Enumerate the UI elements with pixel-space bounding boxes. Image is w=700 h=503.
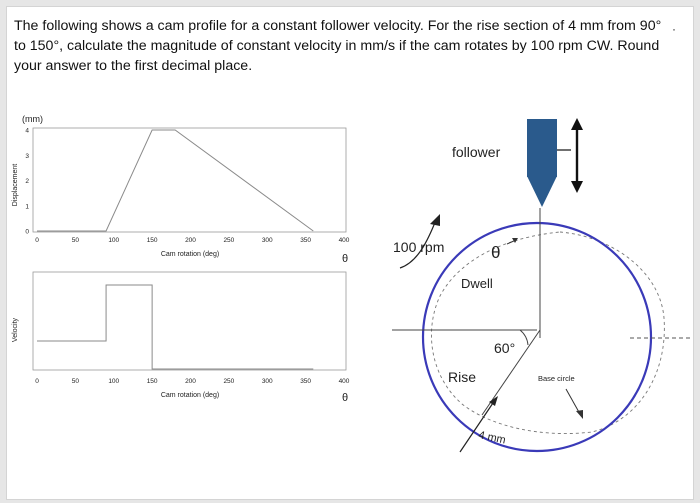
- theta-label: θ: [491, 243, 501, 262]
- displacement-y-tick: 2: [25, 178, 29, 185]
- displacement-x-tick: 300: [261, 237, 273, 244]
- question-text: The following shows a cam profile for a constant follower velocity. For the rise section of 4 mm from 90° to 150°, calculate the magnitude of constant velocity in mm/s if the cam rotates by 100 rpm CW. Round your answer to the first decimal place.: [14, 18, 662, 74]
- velocity-series-line: [37, 285, 313, 369]
- displacement-x-tick: 150: [146, 237, 158, 244]
- velocity-x-tick: 300: [261, 378, 273, 385]
- rotation-arrow-icon: [430, 214, 440, 226]
- velocity-ylabel: Velocity: [12, 317, 19, 343]
- displacement-x-tick: 350: [300, 237, 312, 244]
- velocity-x-tick: 200: [185, 378, 196, 385]
- displacement-chart: [12, 114, 350, 265]
- follower-down-arrow-icon: [571, 181, 583, 193]
- stray-mark: ·: [672, 22, 676, 36]
- displacement-series-line: [37, 130, 313, 231]
- base-circle: [423, 223, 651, 451]
- displacement-y-tick: 4: [25, 127, 29, 135]
- velocity-x-ticks: [35, 378, 350, 385]
- follower-label: follower: [452, 144, 501, 160]
- displacement-xlabel: Cam rotation (deg): [160, 251, 220, 258]
- displacement-unit-label: (mm): [22, 114, 43, 124]
- follower-tip: [527, 176, 557, 207]
- velocity-theta: θ: [341, 392, 349, 404]
- base-circle-label: Base circle: [538, 374, 575, 383]
- base-circle-pointer-line: [566, 389, 580, 414]
- displacement-theta: θ: [341, 253, 349, 265]
- velocity-x-tick: 0: [35, 378, 39, 385]
- angle-label: 60°: [494, 340, 516, 356]
- velocity-x-tick: 350: [300, 378, 312, 385]
- rise-amount-label: 4 mm: [477, 429, 507, 447]
- displacement-y-tick: 3: [25, 152, 29, 160]
- displacement-x-tick: 200: [185, 237, 196, 244]
- displacement-x-ticks: [35, 237, 350, 244]
- displacement-y-tick: 1: [25, 203, 29, 211]
- velocity-x-tick: 250: [223, 378, 235, 385]
- velocity-x-tick: 100: [108, 378, 120, 385]
- displacement-y-ticks: [25, 128, 29, 236]
- velocity-x-tick: 50: [71, 378, 79, 385]
- base-circle-pointer-icon: [576, 410, 583, 419]
- velocity-frame: [33, 272, 346, 370]
- velocity-x-tick: 400: [338, 378, 350, 385]
- angle-arc: [520, 330, 528, 345]
- dwell-label: Dwell: [461, 276, 493, 291]
- cam-diagram: [392, 118, 692, 452]
- displacement-x-tick: 250: [223, 237, 235, 244]
- speed-label: 100 rpm: [393, 239, 445, 255]
- displacement-x-tick: 100: [108, 237, 120, 244]
- displacement-ylabel: Displacement: [12, 163, 19, 207]
- displacement-y-tick: 0: [25, 228, 29, 236]
- velocity-x-tick: 150: [146, 378, 158, 385]
- follower-body: [527, 119, 557, 177]
- velocity-xlabel: Cam rotation (deg): [160, 392, 220, 399]
- displacement-frame: [33, 128, 346, 232]
- displacement-x-tick: 0: [35, 237, 39, 244]
- rise-label: Rise: [448, 369, 477, 385]
- displacement-x-tick: 400: [338, 237, 350, 244]
- velocity-chart: [12, 272, 350, 404]
- displacement-x-tick: 50: [71, 237, 79, 244]
- follower-up-arrow-icon: [571, 118, 583, 130]
